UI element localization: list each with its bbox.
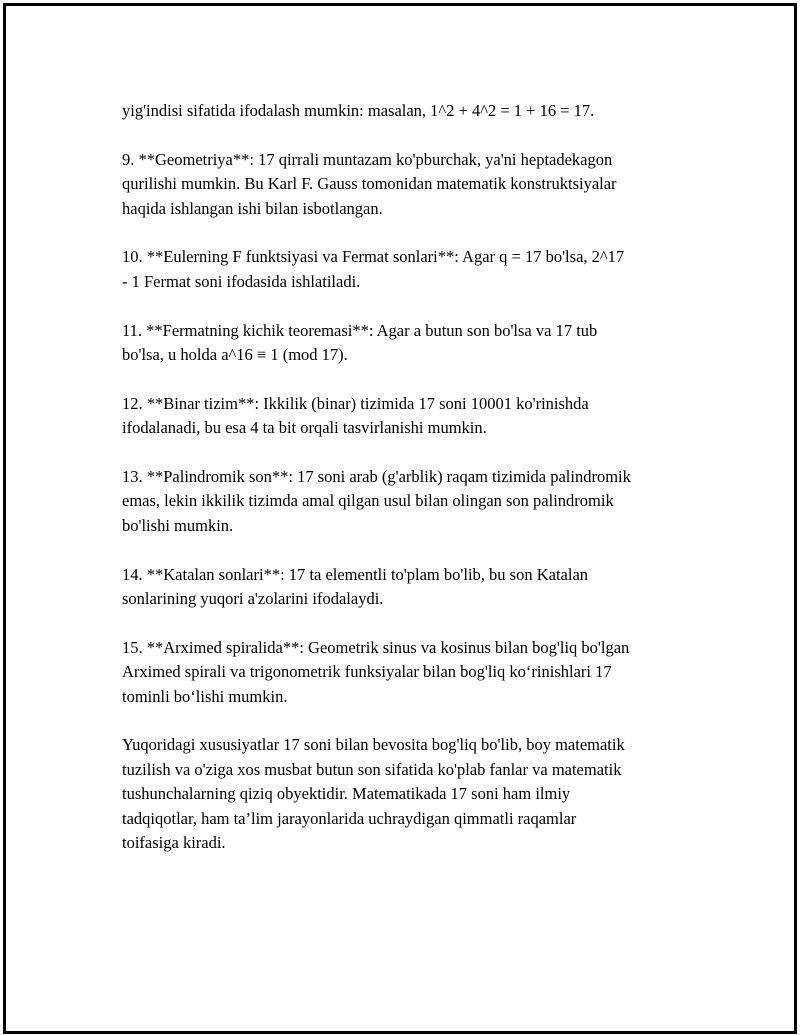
text-line: Yuqoridagi xususiyatlar 17 soni bilan bevosita bog'liq bo'lib, boy matematik [122, 735, 625, 755]
text-line: yig'indisi sifatida ifodalash mumkin: masalan, 1^2 + 4^2 = 1 + 16 = 17. [122, 101, 595, 120]
text-line: 13. **Palindromik son**: 17 soni arab (g'arblik) raqam tizimida palindromik [122, 467, 631, 487]
text-line: tuzilish va o'ziga xos musbat butun son sifatida ko'plab fanlar va matematik [122, 759, 622, 779]
paragraph-item-12-binar-tizim [122, 392, 702, 441]
paragraph-item-9-geometriya [122, 148, 702, 221]
text-line: tominli bo‘lishi mumkin. [122, 686, 288, 706]
paragraph-continuation [122, 99, 702, 123]
text-line: - 1 Fermat soni ifodasida ishlatiladi. [122, 271, 361, 291]
text-line: 12. **Binar tizim**: Ikkilik (binar) tizimida 17 soni 10001 ko'rinishda [122, 393, 589, 413]
text-line: haqida ishlangan ishi bilan isbotlangan. [122, 198, 383, 218]
paragraph-item-14-katalan [122, 563, 702, 612]
text-line: 15. **Arximed spiralida**: Geometrik sinus va kosinus bilan bog'liq bo'lgan [122, 637, 630, 657]
text-line: 11. **Fermatning kichik teoremasi**: Agar a butun son bo'lsa va 17 tub [122, 320, 598, 340]
paragraph-item-15-arximed [122, 636, 702, 709]
text-line: sonlarining yuqori a'zolarini ifodalaydi. [122, 589, 384, 609]
paragraph-item-13-palindromik [122, 465, 702, 538]
paragraph-item-10-euler-fermat [122, 245, 702, 294]
text-line: tushunchalarning qiziq obyektidir. Matematikada 17 soni ham ilmiy [122, 784, 571, 804]
text-line: 14. **Katalan sonlari**: 17 ta elementli to'plam bo'lib, bu son Katalan [122, 564, 589, 584]
paragraph-item-11-fermat-theorem [122, 319, 702, 368]
text-line: Arximed spirali va trigonometrik funksiyalar bilan bog'liq ko‘rinishlari 17 [122, 662, 612, 682]
document-body [122, 99, 702, 880]
text-line: qurilishi mumkin. Bu Karl F. Gauss tomonidan matematik konstruktsiyalar [122, 174, 617, 194]
text-line: emas, lekin ikkilik tizimda amal qilgan usul bilan olingan son palindromik [122, 491, 614, 511]
text-line: bo'lsa, u holda a^16 ≡ 1 (mod 17). [122, 345, 348, 365]
text-line: 10. **Eulerning F funktsiyasi va Fermat sonlari**: Agar q = 17 bo'lsa, 2^17 [122, 247, 625, 267]
text-line: toifasiga kiradi. [122, 833, 226, 853]
text-line: ifodalanadi, bu esa 4 ta bit orqali tasvirlanishi mumkin. [122, 418, 487, 438]
text-line: tadqiqotlar, ham ta’lim jarayonlarida uchraydigan qimmatli raqamlar [122, 808, 577, 828]
text-line: 9. **Geometriya**: 17 qirrali muntazam ko'pburchak, ya'ni heptadekagon [122, 149, 613, 169]
text-line: bo'lishi mumkin. [122, 515, 234, 535]
paragraph-conclusion [122, 733, 702, 855]
page-frame [3, 3, 797, 1034]
